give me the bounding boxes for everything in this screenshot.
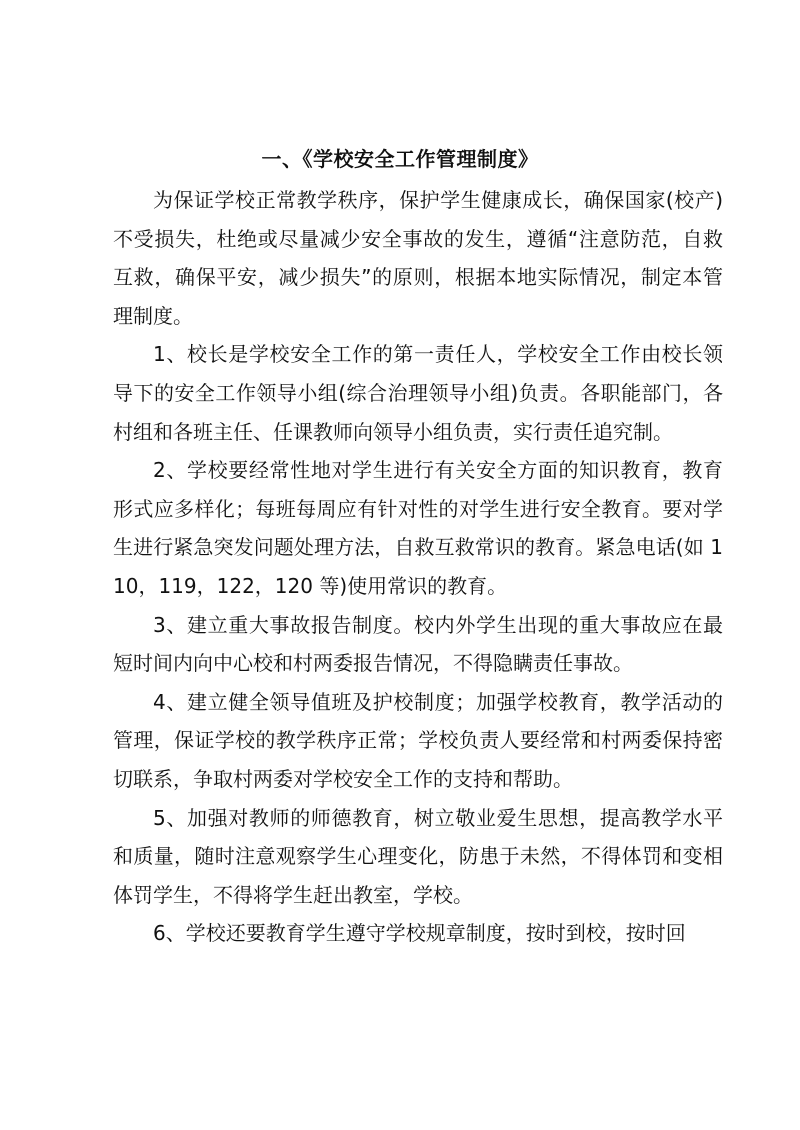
paragraph-item-4: 4、建立健全领导值班及护校制度；加强学校教育，教学活动的管理，保证学校的教学秩序正常；学校负责人要经常和村两委保持密切联系，争取村两委对学校安全工作的支持和帮助。 <box>113 689 723 791</box>
paragraph-item-5: 5、加强对教师的师德教育，树立敬业爱生思想，提高教学水平和质量，随时注意观察学生心理变化，防患于未然，不得体罚和变相体罚学生，不得将学生赶出教室，学校。 <box>113 805 723 907</box>
paragraph-item-3: 3、建立重大事故报告制度。校内外学生出现的重大事故应在最短时间内向中心校和村两委报告情况，不得隐瞒责任事故。 <box>113 612 723 676</box>
paragraph-item-1: 1、校长是学校安全工作的第一责任人，学校安全工作由校长领导下的安全工作领导小组(综合治理领导小组)负责。各职能部门，各村组和各班主任、任课教师向领导小组负责，实行责任追究制。 <box>113 342 723 444</box>
paragraph-intro: 为保证学校正常教学秩序，保护学生健康成长，确保国家(校产)不受损失，杜绝或尽量减少安全事故的发生，遵循“注意防范，自救互救，确保平安，减少损失”的原则，根据本地实际情况，制定本管理制度。 <box>113 188 723 328</box>
paragraph-item-6: 6、学校还要教育学生遵守学校规章制度，按时到校，按时回 <box>153 921 686 946</box>
document-title: 一、《学校安全工作管理制度》 <box>261 147 539 171</box>
paragraph-item-2: 2、学校要经常性地对学生进行有关安全方面的知识教育，教育形式应多样化；每班每周应有针对性的对学生进行安全教育。要对学生进行紧急突发问题处理方法，自救互救常识的教育。紧急电话(如 110，119，122，120 等)使用常识的教育。 <box>113 458 723 598</box>
document-body <box>113 181 723 953</box>
